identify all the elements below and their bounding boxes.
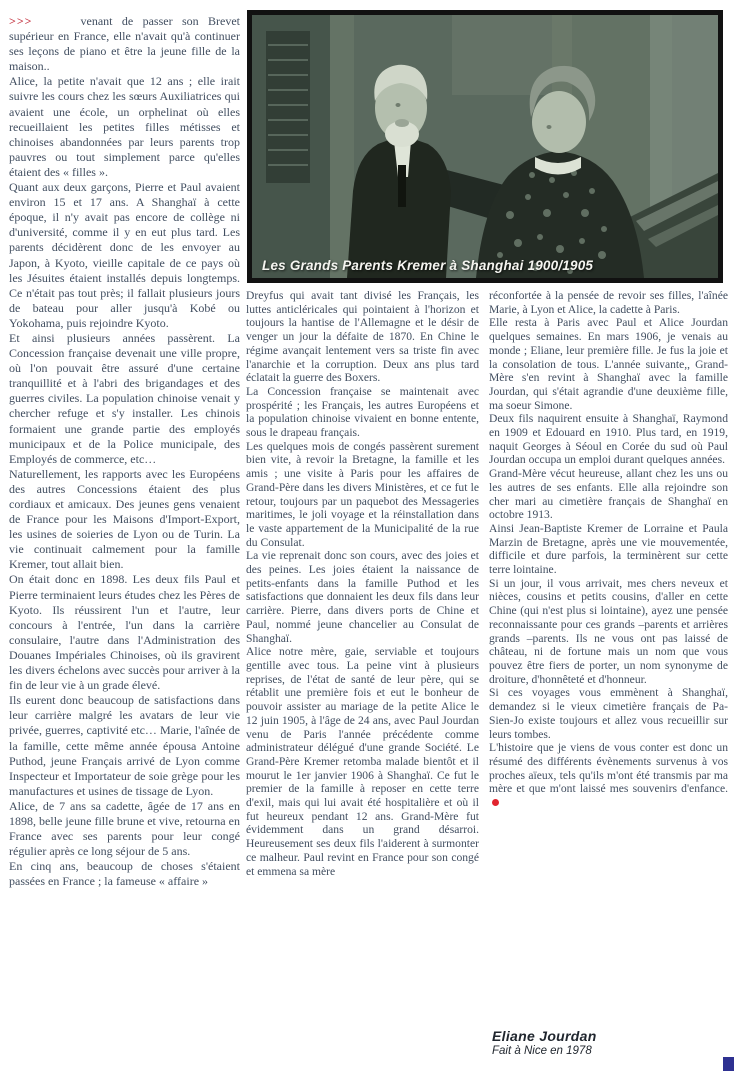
left-column: [9, 14, 240, 889]
paragraph: Et ainsi plusieurs années passèrent. La Concession française devenait une ville propre, où l'on pouvait être assuré d'une certaine tranquillité et à l'abri des brigandages et des guerres civiles. La population chinoise venait y chercher refuge et s'y installer. Les chinois formaient une grande partie des employés municipaux et de la Police municipale, des Employés de commerce, etc…: [9, 330, 240, 466]
paragraph: Les quelques mois de congés passèrent surement bien vite, à revoir la Bretagne, la famille et les amis ; une visite à Paris pour les affaires de Grand-Père dans les divers Ministères, et ce fut le retour, toujours par un paquebot des Messageries maritimes, le joli voyage et la réinstallation dans le vaste appartement de la Municipalité de la rue du Consulat.: [246, 439, 479, 549]
end-of-article-dot: [492, 799, 499, 806]
paragraph: Grand-Mère vécut heureuse, allant chez les uns ou les autres de ses enfants. Elle alla rejoindre son cher mari au cimetière français de Shanghaï en octobre 1913.: [489, 467, 728, 522]
paragraph: En cinq ans, beaucoup de choses s'étaient passées en France ; la fameuse « affaire »: [9, 859, 240, 889]
paragraph: Deux fils naquirent ensuite à Shanghaï, Raymond en 1909 et Edouard en 1910. Plus tard, en 1919, naquit Georges à Séoul en Corée du sud où Paul Jourdan occupa un emploi durant quelques années.: [489, 412, 728, 467]
paragraph-text: L'histoire que je viens de vous conter est donc un résumé des différents évènements survenus à vos proches aïeux, tels qu'ils m'ont été transmis par ma mère et que m'ont laissé mes souvenirs d'enfance.: [489, 741, 728, 796]
page-corner-mark: [723, 1057, 734, 1071]
middle-column: [246, 289, 479, 878]
paragraph: [489, 741, 728, 810]
paragraph: Elle resta à Paris avec Paul et Alice Jourdan quelques semaines. En mars 1906, je venais au monde ; Eliane, leur première fille. Je fus la joie et la consolation de tous. L'année suivante,, Grand-Mère s'en revint à Shanghaï avec la famille Jourdan, qui s'était agrandie d'une deuxième fille, ma soeur Simone.: [489, 316, 728, 412]
photo-caption: Les Grands Parents Kremer à Shanghai 1900/1905: [262, 258, 594, 273]
right-column: [489, 289, 728, 810]
paragraph: [9, 14, 240, 74]
grandparents-photo: [247, 10, 723, 283]
paragraph-text: venant de passer son Brevet supérieur en France, elle n'avait qu'à continuer ses leçons de piano et être la jeune fille de la maison..: [9, 14, 240, 74]
paragraph: Alice notre mère, gaie, serviable et toujours gentille avec tous. La peine vint à plusieurs reprises, de l'état de santé de leur père, qui se rétablit une première fois et eut le bonheur de pouvoir assister au mariage de la petite Alice le 12 juin 1905, à l'âge de 24 ans, avec Paul Jourdan venu de Paris l'année précédente comme administrateur délégué d'une grande Société. Le Grand-Père Kremer retomba malade bientôt et il mourut le 1er janvier 1906 à Shanghaï. Ce fut le premier de la famille à reposer en cette terre d'exil, mais qui lui avait été hospitalière et où il fut heureux pendant 12 ans. Grand-Mère fut évidemment dans un grand désarroi. Heureusement ses deux fils l'aiderent à surmonter ce malheur. Paul revint en France pour son congé et emmena sa mère: [246, 645, 479, 878]
paragraph: Si ces voyages vous emmènent à Shanghaï, demandez si le vieux cimetière français de Pa-Sien-Jo existe toujours et allez vous recueillir sur leurs tombes.: [489, 686, 728, 741]
photo-illustration: [252, 15, 718, 278]
paragraph: réconfortée à la pensée de revoir ses filles, l'aînée Marie, à Lyon et Alice, la cadette à Paris.: [489, 289, 728, 316]
paragraph: Naturellement, les rapports avec les Européens des autres Concessions étaient des plus cordiaux et amicaux. Des jeunes gens venaient de France pour les Maisons d'Import-Export, les usines de soieries de Lyon ou de Turin. La vie continuait calmement pour la famille Kremer, tout allait bien.: [9, 466, 240, 572]
paragraph: Ainsi Jean-Baptiste Kremer de Lorraine et Paula Marzin de Bretagne, après une vie mouvementée, difficile et dure parfois, la terminèrent sur cette terre lointaine.: [489, 521, 728, 577]
author-name: Eliane Jourdan: [492, 1028, 597, 1044]
paragraph: Ils eurent donc beaucoup de satisfactions dans leur carrière malgré les avatars de leur vie privée, guerres, captivité etc… Marie, l'aînée de la famille, cette même année épousa Antoine Puthod, jeune Français arrivé de Lyon comme Inspecteur et Importateur de soie grège pour les manufactures et usines de tissage de Lyon.: [9, 693, 240, 798]
paragraph: Si un jour, il vous arrivait, mes chers neveux et nièces, cousins et petits cousins, d'aller en cette Chine (qui n'est plus si lointaine), ayez une pensée reconnaissante pour ces grands –parents et arrières grands –parents. Ils ne vous ont pas laissé de château, ni de fortune mais un nom que vous pouvez être fiers de porter, un nom synonyme de droiture, d'honnêteté et d'honneur.: [489, 576, 728, 686]
paragraph: La Concession française se maintenait avec prospérité ; les Français, les autres Européens et la population chinoise vivaient en bonne entente, sous le drapeau français.: [246, 384, 479, 440]
continuation-marker: >>>: [9, 14, 33, 28]
paragraph: Dreyfus qui avait tant divisé les Français, les luttes anticléricales qui pointaient à l'horizon et toujours la hantise de l'Allemagne et le désir de venger un jour la défaite de 1870. En Chine le régime avançait lentement vers sa triste fin avec l'anarchie et la corruption. Deux ans plus tard éclatait la guerre des Boxers.: [246, 289, 479, 385]
paragraph: On était donc en 1898. Les deux fils Paul et Pierre terminaient leurs études chez les Pères de Kyoto. Ils réussirent l'un et l'autre, leur concours à l'entrée, l'un dans la carrière consulaire, l'autre dans l'Administration des Douanes Impériales Chinoises, où ils gravirent les divers échelons avec succès pour arriver à la fin de leur vie à un grade élevé.: [9, 572, 240, 693]
signature-block: [492, 1028, 597, 1057]
paragraph: La vie reprenait donc son cours, avec des joies et des peines. Les joies étaient la naissance de petits-enfants dans la famille Puthod et les satisfactions que donnaient les deux fils dans leur carrière. Pierre, dans divers ports de Chine et Paul, nommé jeune chancelier au Consulat de Shanghaï.: [246, 549, 479, 645]
paragraph: Quant aux deux garçons, Pierre et Paul avaient environ 15 et 17 ans. A Shanghaï à cette époque, il n'y avait pas encore de collège ni d'université, comme il y en eut plus tard. Les parents décidèrent donc de les envoyer au Japon, à Kyoto, vieille capitale de ce pays où les Jésuites étaient installés depuis longtemps. Ce n'était pas tout près; il fallait plusieurs jours de bateau pour aller jusqu'à Kobé ou Yokohama, puis rejoindre Kyoto.: [9, 180, 240, 330]
paragraph: Alice, la petite n'avait que 12 ans ; elle irait suivre les cours chez les sœurs Auxiliatrices qui avaient une école, un orphelinat où elles recueillaient les petites filles métisses et chinoises abandonnées par leurs parents trop pauvres ou tout simplement parce qu'elles étaient des « filles ».: [9, 74, 240, 179]
paragraph: Alice, de 7 ans sa cadette, âgée de 17 ans en 1898, belle jeune fille brune et vive, retourna en France avec ses parents pour leur congé régulier après ce long séjour de 5 ans.: [9, 798, 240, 859]
signature-place-date: Fait à Nice en 1978: [492, 1045, 592, 1057]
